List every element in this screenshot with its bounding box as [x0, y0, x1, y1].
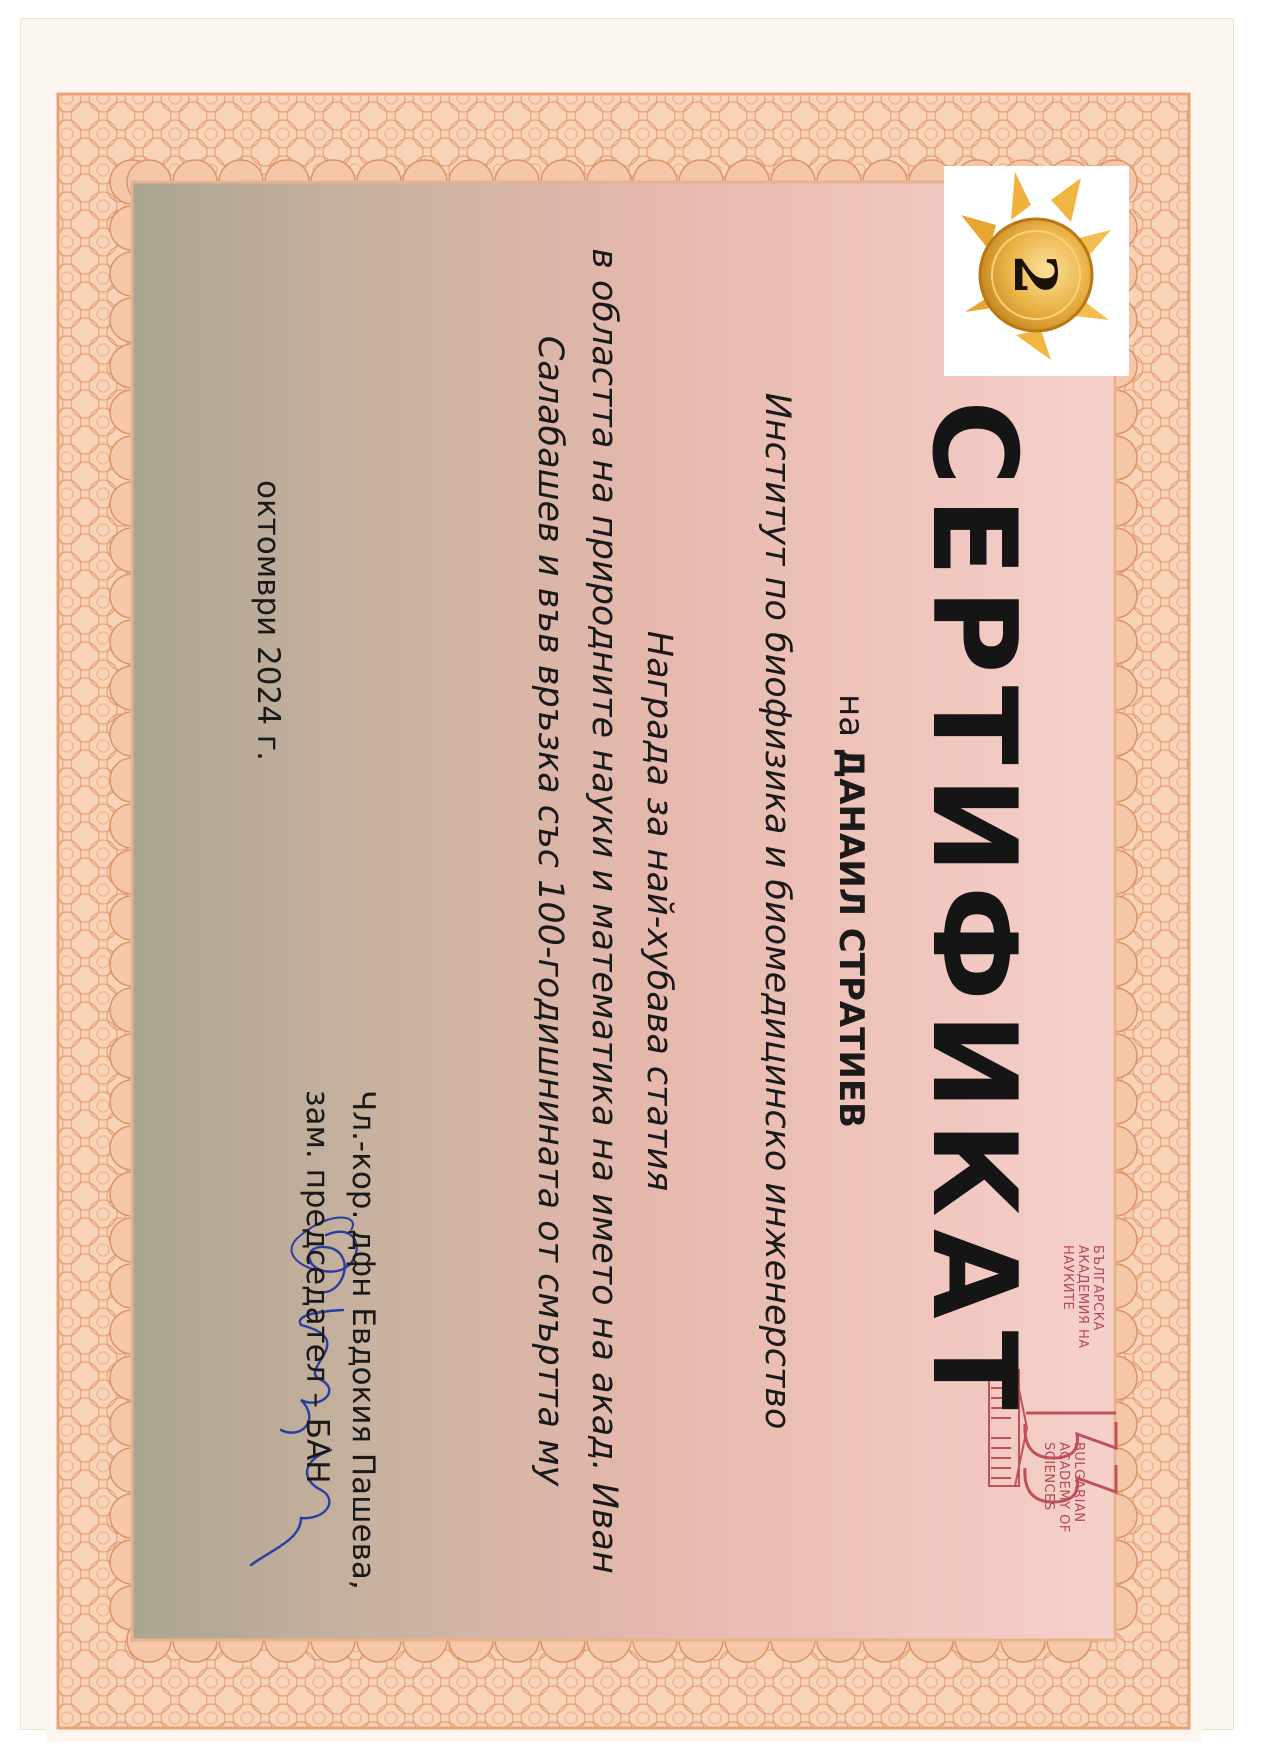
medal-number: 2 — [1001, 254, 1069, 296]
logo-text-bg: БЪЛГАРСКА АКАДЕМИЯ НА НАУКИТЕ — [1060, 1245, 1105, 1349]
scanned-sheet — [20, 18, 1234, 1730]
recipient-line — [831, 80, 871, 1742]
award-reason: Салабашев и във връзка със 100-годишнината от смъртта му — [530, 335, 570, 1487]
recipient-prefix: на — [831, 694, 871, 748]
logo-text-en: BULGARIAN ACADEMY OF SCIENCES — [1041, 1442, 1086, 1533]
signatory-title: Чл.-кор. дфн Евдокия Пашева, — [345, 1090, 381, 1590]
recipient-name: ДАНАИЛ СТРАТИЕВ — [831, 747, 871, 1128]
certificate — [46, 80, 1201, 1742]
issue-date: октомври 2024 г. — [250, 480, 286, 761]
institute-name: Институт по биофизика и биомедицинско инженерство — [757, 392, 797, 1430]
signatory-block — [294, 1090, 386, 1710]
award-title: Награда за най-хубава статия — [639, 630, 679, 1192]
certificate-title: СЕРТИФИКАТ — [906, 400, 1041, 1422]
award-area: в областта на природните науки и математика на името на акад. Иван — [584, 248, 624, 1574]
signatory-role: зам. председател – БАН — [299, 1090, 335, 1484]
